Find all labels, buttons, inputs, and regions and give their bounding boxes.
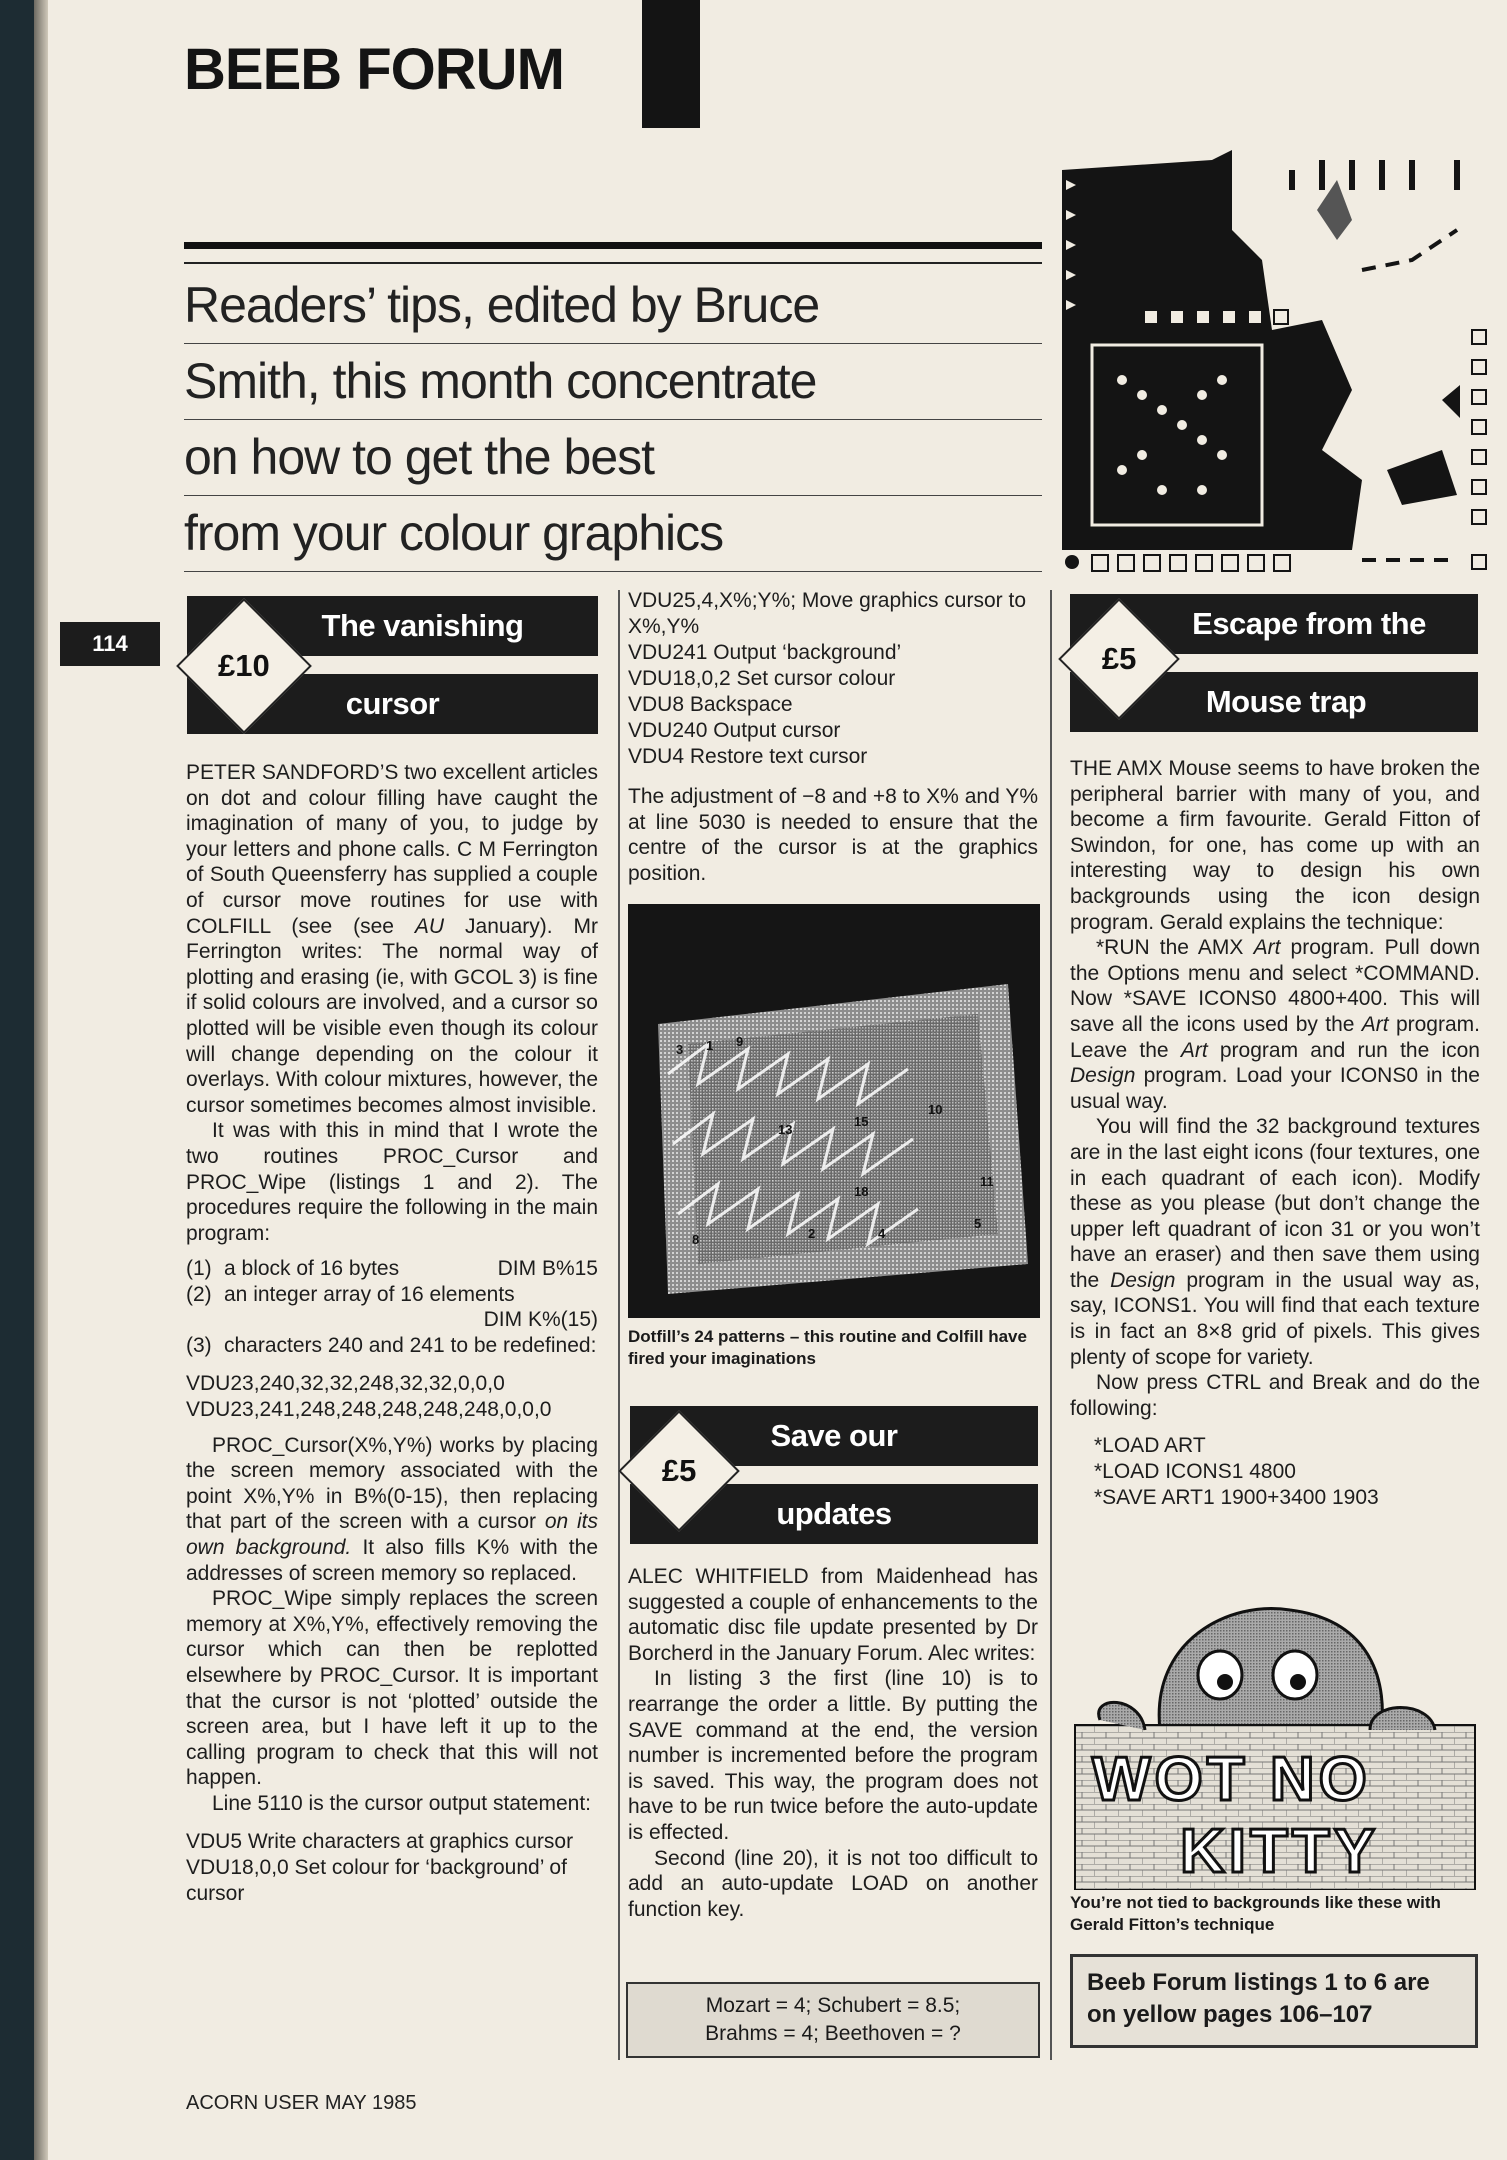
puzzle-box — [626, 1982, 1040, 2058]
list-item: (2) an integer array of 16 elements — [186, 1282, 515, 1306]
pattern-label: 13 — [778, 1122, 793, 1137]
prize-amount: £5 — [1101, 640, 1137, 676]
paragraph: THE AMX Mouse seems to have broken the peripheral barrier with many of you, and become a firm favourite. Gerald Fitton of Swindon, for one, has come up with an interesting way to design his own backgrounds using the icon design program. Gerald explains the technique: — [1070, 757, 1480, 934]
pattern-label: 1 — [706, 1038, 714, 1053]
code-line: VDU25,4,X%;Y%; Move graphics cursor to X%,Y% — [628, 589, 1026, 638]
pattern-label: 8 — [692, 1232, 700, 1247]
paragraph: The adjustment of −8 and +8 to X% and Y% at line 5030 is needed to ensure that the centre of the cursor is at the graphics position. — [628, 785, 1038, 885]
column-rule — [1050, 590, 1052, 2060]
code-line: VDU23,240,32,32,248,32,32,0,0,0 — [186, 1371, 505, 1395]
prize-amount: £10 — [218, 647, 270, 683]
pattern-label: 4 — [878, 1226, 886, 1241]
paragraph: PROC_Cursor(X%,Y%) works by placing the screen memory associated with the point X%,Y% in B%(0-15), then replacing that part of the screen with a cursor on its own background. It also fills K% with the addresses of screen memory so replaced. — [186, 1433, 598, 1585]
image-caption: You’re not tied to backgrounds like these with Gerald Fitton’s technique — [1070, 1893, 1441, 1934]
binding-spine — [0, 0, 34, 2160]
code-line: VDU5 Write characters at graphics cursor — [186, 1829, 574, 1853]
list-item-value: DIM K%(15) — [483, 1308, 598, 1332]
paragraph: Now press CTRL and Break and do the following: — [1070, 1371, 1480, 1420]
code-block — [186, 1829, 598, 1907]
prize-amount: £5 — [661, 1452, 697, 1488]
dek-top-rule — [184, 242, 1042, 249]
code-line: *LOAD ART — [1094, 1434, 1206, 1458]
code-line: VDU18,0,0 Set colour for ‘background’ of cursor — [186, 1855, 567, 1905]
dotfill-pattern-image — [628, 904, 1040, 1318]
article-body-2 — [628, 1564, 1038, 1922]
pattern-illustration — [628, 904, 1040, 1318]
article-title-bar: Save our — [630, 1406, 1038, 1466]
mouse-trap-illustration — [1062, 150, 1494, 576]
article-title-bar: The vanishing — [187, 596, 598, 656]
paragraph: In listing 3 the first (line 10) is to rearrange the order a little. By putting the SAVE command at the end, the version number is incremented before the program is saved. This way, the program does not have to be run twice before the auto-update is effected. — [628, 1667, 1038, 1844]
graffiti-line: KITTY — [1180, 1817, 1380, 1886]
dek — [184, 268, 1042, 572]
list-item: (3) characters 240 and 241 to be redefined: — [186, 1334, 597, 1358]
dek-line: on how to get the best — [184, 420, 1042, 496]
page-footer: ACORN USER MAY 1985 — [186, 2092, 417, 2114]
requirements-list — [186, 1256, 598, 1358]
code-block — [628, 588, 1038, 770]
paragraph: ALEC WHITFIELD from Maidenhead has suggested a couple of enhancements to the automatic disc file update presented by Dr Borcherd in the January Forum. Alec writes: — [628, 1565, 1038, 1665]
article-body-1 — [186, 760, 598, 1907]
list-item: (1) a block of 16 bytes DIM B%15 — [186, 1257, 598, 1281]
image-caption: Dotfill’s 24 patterns – this routine and Colfill have fired your imaginations — [628, 1327, 1027, 1368]
paragraph: You will find the 32 background textures are in the last eight icons (four textures, one in each quadrant of each icon). Modify these as you please (but don’t change the upper left quadrant of icon 31 or you won’t have an eraser) and then save them using the Design program in the usual way as, say, ICONS1. You will find that each texture is in fact an 8×8 grid of pixels. This gives plenty of scope for variety. — [1070, 1115, 1480, 1369]
header-block — [642, 0, 700, 128]
dek-sub-rule — [184, 262, 1042, 264]
code-line: *SAVE ART1 1900+3400 1903 — [1094, 1486, 1379, 1510]
kitty-illustration — [1070, 1600, 1480, 1890]
paragraph: Line 5110 is the cursor output statement: — [212, 1791, 592, 1815]
code-line: VDU23,241,248,248,248,248,248,0,0,0 — [186, 1397, 552, 1421]
binding-shadow — [34, 0, 48, 2160]
dek-line: Smith, this month concentrate — [184, 344, 1042, 420]
pattern-label: 5 — [974, 1216, 982, 1231]
puzzle-line: Mozart = 4; Schubert = 8.5; — [705, 1994, 961, 2017]
graffiti-line: WOT NO — [1092, 1745, 1371, 1814]
paragraph: PETER SANDFORD’S two excellent articles on dot and colour filling have caught the imagination of many of you, to judge by your letters and phone calls. C M Ferrington of South Queensferry has supplied a couple of cursor move routines for use with COLFILL (see (see AU January). Mr Ferrington writes: The normal way of plotting and erasing (ie, with GCOL 3) is fine if solid colours are involved, and a cursor so plotted will be visible even though its colour will change depending on the colour it overlays. With colour mixtures, however, the cursor sometimes becomes almost invisible. — [186, 761, 598, 1117]
article-body-3 — [1070, 756, 1480, 1511]
column-rule — [618, 590, 620, 2060]
paragraph: It was with this in mind that I wrote the two routines PROC_Cursor and PROC_Wipe (listings 1 and 2). The procedures require the following in the main program: — [186, 1119, 598, 1245]
wot-no-kitty-image — [1070, 1600, 1480, 1890]
column-2 — [628, 588, 1038, 886]
code-block — [186, 1371, 598, 1423]
amx-screen-image — [1062, 150, 1494, 576]
code-line: VDU18,0,2 Set cursor colour — [628, 667, 896, 690]
pattern-label: 10 — [928, 1102, 943, 1117]
code-line: VDU8 Backspace — [628, 693, 793, 716]
section-title: BEEB FORUM — [184, 37, 564, 102]
code-line: VDU241 Output ‘background’ — [628, 641, 902, 664]
dek-line: from your colour graphics — [184, 496, 1042, 572]
code-line: *LOAD ICONS1 4800 — [1094, 1460, 1296, 1484]
code-block — [1070, 1433, 1480, 1511]
pattern-label: 15 — [854, 1114, 869, 1129]
code-line: VDU240 Output cursor — [628, 719, 841, 742]
puzzle-line: Brahms = 4; Beethoven = ? — [705, 2022, 961, 2045]
pattern-label: 18 — [854, 1184, 869, 1199]
code-line: VDU4 Restore text cursor — [628, 745, 868, 768]
paragraph: *RUN the AMX Art program. Pull down the Options menu and select *COMMAND. Now *SAVE ICONS0 4800+400. This will save all the icons used by the Art program. Leave the Art program and run the icon Design program. Load your ICONS0 in the usual way. — [1070, 936, 1481, 1113]
page-number: 114 — [60, 622, 160, 666]
article-title-bar: Mouse trap — [1070, 672, 1478, 732]
pattern-label: 9 — [736, 1034, 744, 1049]
pattern-label: 2 — [808, 1226, 816, 1241]
article-title-bar: updates — [630, 1484, 1038, 1544]
paragraph: PROC_Wipe simply replaces the screen memory at X%,Y%, effectively removing the cursor which can then be replotted elsewhere by PROC_Cursor. It is important that the cursor is not ‘plotted’ outside the screen area, but I have left it up to the calling program to check that this will not happen. — [186, 1587, 598, 1790]
pattern-label: 11 — [980, 1174, 994, 1189]
article-title-bar: Escape from the — [1070, 594, 1478, 654]
pattern-label: 3 — [676, 1042, 684, 1057]
paragraph: Second (line 20), it is not too difficult to add an auto-update LOAD on another function key. — [628, 1846, 1038, 1921]
article-title-bar: cursor — [187, 674, 598, 734]
listings-box: Beeb Forum listings 1 to 6 are on yellow pages 106–107 — [1070, 1954, 1478, 2048]
dek-line: Readers’ tips, edited by Bruce — [184, 268, 1042, 344]
